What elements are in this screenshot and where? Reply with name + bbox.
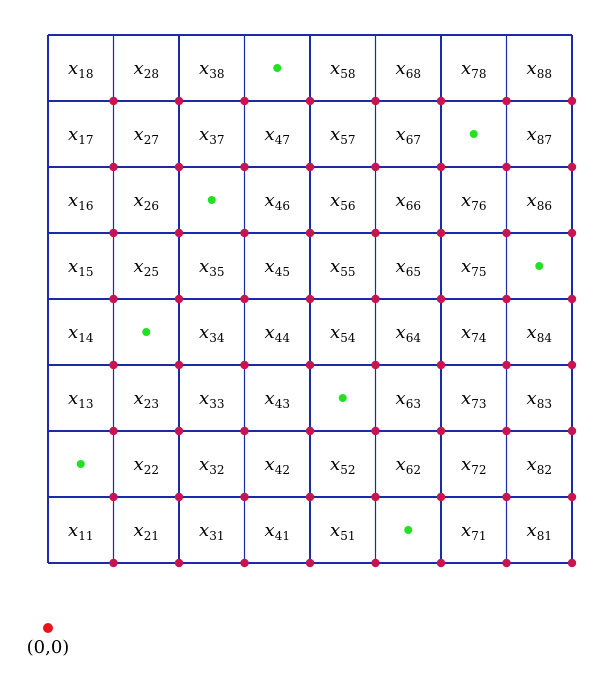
cell-label: $x_{66}$	[395, 190, 421, 213]
vertex-dot	[437, 97, 445, 105]
vertex-dot	[109, 163, 117, 171]
cell-label: $x_{37}$	[199, 124, 225, 147]
cell-label: $x_{43}$	[264, 388, 290, 411]
vertex-dot	[371, 229, 379, 237]
vertex-dot	[502, 163, 510, 171]
vertex-dot	[568, 361, 576, 369]
origin-label: (0,0)	[26, 637, 70, 658]
cell-label: $x_{38}$	[199, 58, 225, 81]
cell-label: $x_{71}$	[461, 520, 487, 543]
cell-label: $x_{35}$	[199, 256, 225, 279]
vertex-dot	[306, 361, 314, 369]
vertex-dot	[109, 295, 117, 303]
origin-marker	[27, 623, 70, 658]
cell-label: $x_{26}$	[133, 190, 159, 213]
cell-label: $x_{21}$	[133, 520, 159, 543]
queen-dot	[470, 130, 478, 138]
vertex-dot	[502, 559, 510, 567]
vertex-dot	[175, 229, 183, 237]
vertex-dot	[175, 163, 183, 171]
vertex-dot	[502, 427, 510, 435]
vertex-dot	[240, 97, 248, 105]
vertex-dot	[175, 361, 183, 369]
cell-label: $x_{23}$	[133, 388, 159, 411]
vertex-dot	[175, 97, 183, 105]
vertex-dot	[437, 229, 445, 237]
vertex-dot	[437, 493, 445, 501]
cell-label: $x_{15}$	[68, 256, 94, 279]
vertex-dot	[306, 163, 314, 171]
cell-label: $x_{16}$	[68, 190, 94, 213]
cell-label: $x_{87}$	[526, 124, 552, 147]
cell-label: $x_{58}$	[330, 58, 356, 81]
vertex-dot	[502, 493, 510, 501]
cell-label: $x_{13}$	[68, 388, 94, 411]
vertex-dot	[175, 427, 183, 435]
cell-label: $x_{45}$	[264, 256, 290, 279]
cell-label: $x_{33}$	[199, 388, 225, 411]
vertex-dot	[109, 493, 117, 501]
vertex-dot	[371, 295, 379, 303]
vertex-dot	[240, 361, 248, 369]
queen-dot	[404, 526, 412, 534]
vertex-dot	[568, 559, 576, 567]
cell-label: $x_{46}$	[264, 190, 290, 213]
vertex-dot	[437, 295, 445, 303]
vertex-dot	[306, 295, 314, 303]
vertex-dot	[175, 493, 183, 501]
vertex-dot	[568, 163, 576, 171]
queen-dot	[273, 64, 281, 72]
cell-label: $x_{82}$	[526, 454, 552, 477]
queen-dot	[208, 196, 216, 204]
cell-label: $x_{28}$	[133, 58, 159, 81]
vertex-dot	[568, 229, 576, 237]
vertex-dot	[240, 163, 248, 171]
vertex-dot	[109, 97, 117, 105]
cell-label: $x_{34}$	[199, 322, 225, 345]
vertex-dot	[437, 163, 445, 171]
vertex-dot	[502, 361, 510, 369]
cell-label: $x_{11}$	[68, 520, 94, 543]
vertex-dot	[240, 493, 248, 501]
vertex-dot	[371, 97, 379, 105]
vertex-dot	[175, 295, 183, 303]
vertex-dot	[502, 229, 510, 237]
cell-label: $x_{67}$	[395, 124, 421, 147]
cell-label: $x_{42}$	[264, 454, 290, 477]
vertex-dot	[240, 229, 248, 237]
cell-label: $x_{83}$	[526, 388, 552, 411]
cell-label: $x_{63}$	[395, 388, 421, 411]
vertex-dot	[568, 295, 576, 303]
cell-label: $x_{52}$	[330, 454, 356, 477]
cell-label: $x_{88}$	[526, 58, 552, 81]
vertex-dot	[109, 559, 117, 567]
vertex-dot	[240, 295, 248, 303]
vertex-dot	[371, 427, 379, 435]
vertex-dot	[371, 559, 379, 567]
queen-dot	[535, 262, 543, 270]
cell-label: $x_{75}$	[461, 256, 487, 279]
cell-label: $x_{56}$	[330, 190, 356, 213]
cell-label: $x_{54}$	[330, 322, 356, 345]
cell-label: $x_{72}$	[461, 454, 487, 477]
cell-label: $x_{47}$	[264, 124, 290, 147]
vertex-dot	[568, 493, 576, 501]
cell-label: $x_{44}$	[264, 322, 290, 345]
vertex-dot	[240, 427, 248, 435]
vertex-dot	[109, 229, 117, 237]
vertex-dot	[306, 229, 314, 237]
vertex-dot	[306, 559, 314, 567]
cell-label: $x_{27}$	[133, 124, 159, 147]
cell-label: $x_{41}$	[264, 520, 290, 543]
cell-label: $x_{78}$	[461, 58, 487, 81]
vertex-dot	[109, 361, 117, 369]
cell-label: $x_{55}$	[330, 256, 356, 279]
cell-label: $x_{32}$	[199, 454, 225, 477]
queen-dot	[142, 328, 150, 336]
vertex-dot	[306, 97, 314, 105]
cell-label: $x_{86}$	[526, 190, 552, 213]
cell-label: $x_{17}$	[68, 124, 94, 147]
vertex-dot	[175, 559, 183, 567]
vertex-dot	[437, 427, 445, 435]
vertex-dot	[240, 559, 248, 567]
vertex-dot	[306, 493, 314, 501]
cell-label: $x_{74}$	[461, 322, 487, 345]
vertex-dot	[568, 427, 576, 435]
cell-label: $x_{68}$	[395, 58, 421, 81]
queen-dot	[77, 460, 85, 468]
cell-label: $x_{65}$	[395, 256, 421, 279]
cell-label: $x_{31}$	[199, 520, 225, 543]
vertex-dot	[371, 163, 379, 171]
cell-label: $x_{14}$	[68, 322, 94, 345]
cell-label: $x_{73}$	[461, 388, 487, 411]
vertex-dot	[502, 97, 510, 105]
vertex-dot	[109, 427, 117, 435]
origin-dot	[43, 623, 53, 633]
vertex-dot	[568, 97, 576, 105]
cell-label: $x_{81}$	[526, 520, 552, 543]
cell-label: $x_{22}$	[133, 454, 159, 477]
queen-dot	[339, 394, 347, 402]
cell-label: $x_{51}$	[330, 520, 356, 543]
vertex-dot	[306, 427, 314, 435]
cell-label: $x_{18}$	[68, 58, 94, 81]
vertex-dot	[371, 493, 379, 501]
cell-label: $x_{84}$	[526, 322, 552, 345]
cell-label: $x_{25}$	[133, 256, 159, 279]
cell-label: $x_{62}$	[395, 454, 421, 477]
vertex-dot	[437, 559, 445, 567]
vertex-dot	[371, 361, 379, 369]
vertex-dot	[437, 361, 445, 369]
cell-label: $x_{64}$	[395, 322, 421, 345]
vertex-dot	[502, 295, 510, 303]
cell-label: $x_{57}$	[330, 124, 356, 147]
cell-label: $x_{76}$	[461, 190, 487, 213]
